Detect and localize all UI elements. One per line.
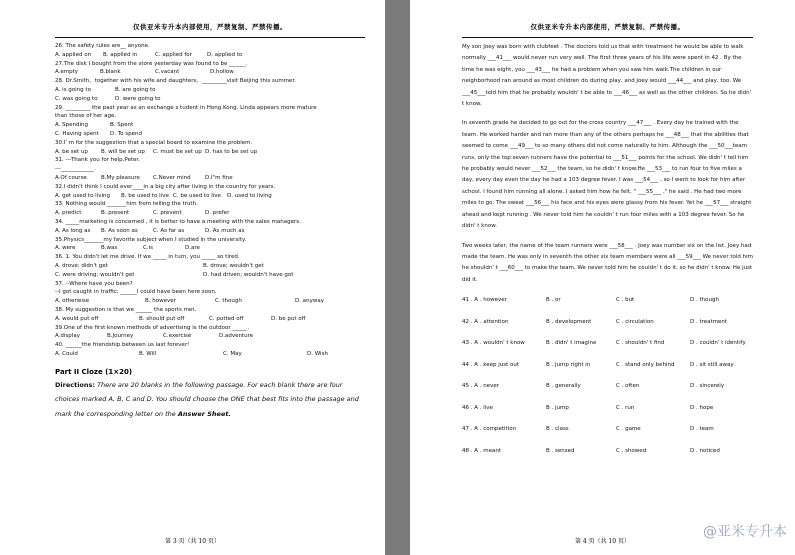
option: A. is going to [55, 86, 91, 93]
option: B.was [101, 245, 118, 252]
passage-paragraph: Two weeks later, the name of the team runners were ___58___ . Joey was number six on the list. Joey had made the team. He was only in seventh the other six team members were all ___59___ We never told him he shouldn' t ___60___ to make the team. We never told him he couldn' t do it, so he didn' t know. He just did it. [462, 242, 753, 283]
option: 41 . A . however [462, 297, 507, 304]
option: A. Could [55, 350, 78, 357]
option: B . class [546, 426, 569, 433]
option-row [55, 315, 365, 324]
option: B. be used to live [121, 192, 169, 199]
option: B.blank [100, 69, 121, 76]
option: B. will be set up [101, 148, 145, 155]
option: C . run [616, 404, 635, 411]
option: A. get used to living [55, 192, 111, 199]
option: B. Will [139, 350, 157, 357]
option: C.is [143, 245, 153, 252]
question-line: 26. The safety rules are__ anyone. [55, 43, 150, 49]
answer-sheet-text: Answer Sheet. [177, 409, 231, 418]
option-row [55, 130, 365, 139]
question-line: 40. ______the friendship between us last forever! [55, 342, 190, 349]
option-row [55, 297, 365, 306]
option: C. though [215, 298, 242, 305]
option: C. May [223, 350, 242, 357]
cloze-question [462, 404, 753, 413]
option: D. has to be set up [205, 148, 258, 155]
watermark: @亚米专升本 [703, 524, 787, 540]
option: C . but [616, 297, 635, 304]
option: 45 . A . never [462, 383, 500, 390]
option: 42 . A . attention [462, 318, 509, 325]
option: C. putted off [209, 315, 244, 322]
option: C. applied for [155, 51, 192, 58]
directions-label: Directions: [55, 380, 95, 389]
question-line: 38. My suggestion is that we ______ the sports met. [55, 306, 197, 313]
option: B. should put off [139, 315, 185, 322]
option: B. As soon as [101, 227, 138, 234]
option: C . shouldn' t find [616, 340, 665, 347]
option: D . hope [690, 404, 714, 411]
question-line: 30.I' m for the suggestion that a special board to examine the problem. [55, 139, 253, 146]
option: A.Of course [55, 174, 87, 181]
cloze-question [462, 318, 753, 327]
option: A. predict [55, 210, 82, 217]
option: D. applied to [207, 51, 243, 58]
cloze-question [462, 339, 753, 348]
option: C. As far as [153, 227, 185, 234]
cloze-question [462, 361, 753, 370]
header-rule [462, 37, 753, 38]
option: D. As much as [205, 227, 245, 234]
option-row [55, 148, 365, 157]
page-4 [410, 0, 795, 555]
option: C. prevent [153, 210, 182, 217]
option: D . team [690, 426, 714, 433]
option: A. otherwise [55, 298, 90, 305]
option-row [55, 86, 365, 95]
option: C. be used to live [173, 192, 221, 199]
option: D.adventure [219, 333, 254, 340]
option-row [55, 192, 365, 201]
question-line: 28. Dr.Smith，together with his wife and daughters，_________visit Beijing this summer. [55, 78, 296, 85]
option-row [55, 95, 365, 104]
option: 48 . A . meant [462, 447, 502, 454]
option: C . stand only behind [616, 361, 675, 368]
option-row [55, 332, 365, 341]
option: A. drove; didn't get [55, 262, 108, 269]
option: C.exercise [163, 333, 192, 340]
option-row [55, 174, 365, 183]
option: B . jump [546, 404, 569, 411]
option: B. applied in [103, 51, 138, 58]
option: B . generally [546, 383, 581, 390]
option: C. were driving; wouldn't get [55, 271, 135, 278]
question-line: 34. _____marketing is concerned , it is better to have a meeting with the sales managers. [55, 218, 301, 225]
option: D. had driven; wouldn't have got [203, 271, 294, 278]
option: C. must be set up [153, 148, 202, 155]
option: C. Having spent [55, 130, 99, 137]
page-3 [0, 0, 385, 555]
page-footer: 第 3 页（共 10 页） [164, 538, 221, 545]
option: B. present [101, 210, 130, 217]
option-row [55, 68, 365, 77]
cloze-question [462, 425, 753, 434]
option: B . jump right in [546, 361, 591, 368]
passage-paragraph: In seventh grade he decided to go out for the cross country ___47___ . Every day he trained with the team. He worked harder and ran more than any of the others perhaps he ___48___ that the abilities that seemed to come ___49___ to so many others did not come naturally to him. Although the ___50___team runs, only the top seven runners have the potential to ___51___ points for the school. We didn' t tell him he probably would never ___52___ the team, so he didn' t know.He ___53___ to run four to five miles a day, every day even the day he had a 103 degree fever. I was ___54___ , so I went to look for him after school. I found him running all alone. I asked him how he felt, " ___55___ ," he said . He had two more miles to go. The sweat ___56___ his face and his eyes were glassy from his fever. Yet he ___57___ straight ahead and kept running . We never told him he couldn' t run four miles with a 103 degree fever. So he didn' t know. [462, 120, 752, 230]
option: B . didn' t imagine [546, 340, 597, 347]
option: B. however [145, 298, 176, 305]
directions [55, 378, 365, 422]
option: D. anyway [295, 298, 324, 305]
option: D. were going to [115, 95, 161, 102]
passage-paragraph: My son Joey was born with clubfeet . The doctors told us that with treatment he would be able to walk normally ___41___ would never run very well. The first three years of his life were spent in 42 . By the time he was eight, you ___43___ he had a problem when you saw him walk.The children in our neighborhood ran around as most children do during play, and Joey would ___44___ and play, too. We ___45___told him that he probably wouldn' t be able to ___46___ as well as the other children. So he didn' t know. [462, 44, 752, 108]
option: D . though [690, 297, 719, 304]
page-footer: 第 4 页（共 10 页） [574, 538, 631, 545]
option: D . couldn' t identify [690, 340, 746, 347]
option: D.I"m fine [205, 174, 233, 181]
option: C.Never mind [153, 174, 191, 181]
question-line: 27.The disk I bought from the store yesterday was found to be ______. [55, 60, 248, 67]
question-line: than those of her age. [55, 113, 117, 120]
option: C . showed [616, 447, 647, 454]
option: A. be set up [55, 148, 88, 155]
directions-text: There are 20 blanks in the following passage. For each blank there are four choices marked A, B, C and D. You should choose the ONE that best fits into the passage and mark the corresponding letter on the [55, 380, 359, 418]
option-row [55, 262, 365, 271]
option: D. be put off [271, 315, 306, 322]
option: D . sincerely [690, 383, 725, 390]
question-line: 32.I didn't think I could ever____in a big city after living in the country for years. [55, 183, 276, 190]
header-rule [55, 37, 365, 38]
question-line: 29. _________ the past year as an exchange s tudent in Hong Kong, Linda appears more mature [55, 104, 317, 111]
cloze-question [462, 382, 753, 391]
option-row [55, 209, 365, 218]
option: 47 . A . competition [462, 426, 517, 433]
option: A. applied on [55, 51, 92, 58]
option: 46 . A . live [462, 404, 493, 411]
option: A. Spending [55, 122, 89, 129]
option: D.hollow [210, 69, 234, 76]
option: C.vacant [155, 69, 180, 76]
option: D . treatment [690, 318, 728, 325]
cloze-question [462, 447, 753, 456]
option-row [55, 121, 365, 130]
question-line: 35.Physics_______my favorite subject when I studied in the university. [55, 236, 247, 243]
option: B . or [546, 297, 561, 304]
option: D. To spend [110, 130, 142, 137]
option: A. were [55, 245, 76, 252]
question-line: 39.One of the first known methods of advertising is the outdoor _____ . [55, 324, 250, 331]
cloze-question [462, 296, 753, 305]
option: B.My pleasure [101, 174, 140, 181]
option: B . sensed [546, 447, 575, 454]
option: C . circulation [616, 318, 654, 325]
question-line: 33. Nothing would _______him from telling the truth. [55, 201, 198, 208]
option: B.Journey [107, 333, 134, 340]
question-line: 36. 1. You didn't let me drive. If we _____ in turn, you _____ so tired. [55, 254, 240, 261]
option: B. Spent [110, 122, 134, 129]
question-line: ---____________. [55, 166, 96, 173]
question-line: 37. --Where have you been? [55, 280, 133, 287]
page-header: 仅供亚米专升本内部使用，严禁复制、严禁传播。 [133, 23, 287, 31]
option: D . sit still away [690, 361, 734, 368]
option: D. used to living [227, 192, 272, 199]
question-line: --I got caught in traffic; ______I could have been here soon. [55, 289, 217, 296]
question-list [55, 42, 365, 359]
option: 44 . A . keep just out [462, 361, 520, 368]
option: A.empty [55, 69, 79, 76]
option: A. As long as [55, 227, 91, 234]
section-title: Part II Cloze (1×20) [55, 367, 133, 376]
option: B. are going to [115, 86, 156, 93]
page-header: 仅供亚米专升本内部使用，严禁复制、严禁传播。 [530, 23, 685, 31]
option: D. prefer [205, 210, 230, 217]
option: C . game [616, 426, 641, 433]
option: B . development [546, 318, 592, 325]
option: C . often [616, 383, 640, 390]
option: D. Wish [307, 350, 328, 357]
option-row [55, 350, 365, 359]
option-row [55, 271, 365, 280]
cloze-question-list [462, 296, 753, 456]
option: D . noticed [690, 447, 720, 454]
cloze-passage [462, 42, 753, 286]
option: B. drove; wouldn't get [203, 262, 264, 269]
option: C. was going to [55, 95, 98, 102]
question-line: 31. ---Thank you for help,Peter. [55, 157, 140, 164]
option-row [55, 244, 365, 253]
option: A. would put off [55, 315, 99, 322]
option: A.display [55, 333, 80, 340]
option: D.are [185, 245, 200, 252]
option: 43 . A . wouldn' t know [462, 340, 525, 347]
option-row [55, 51, 365, 60]
option-row [55, 227, 365, 236]
